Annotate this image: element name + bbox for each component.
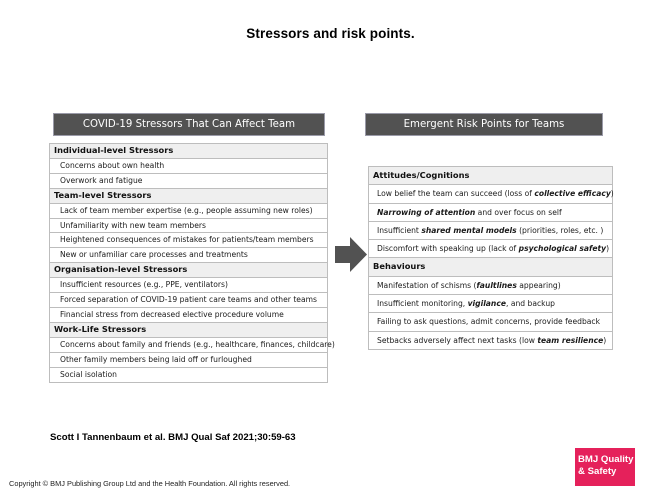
table-row bbox=[50, 307, 328, 322]
risk-text: appearing) bbox=[516, 280, 561, 290]
table-row bbox=[50, 248, 328, 263]
risk-points-table bbox=[368, 166, 613, 350]
risk-text: , and backup bbox=[506, 299, 555, 309]
risk-text: Discomfort with speaking up (lack of bbox=[377, 244, 519, 254]
risk-text: and over focus on self bbox=[475, 207, 562, 217]
slide-title: Stressors and risk points. bbox=[246, 26, 415, 41]
stressor-item: Heightened consequences of mistakes for patients/team members bbox=[50, 233, 328, 248]
risk-text: Manifestation of schisms ( bbox=[377, 280, 477, 290]
risk-item bbox=[369, 203, 613, 221]
citation: Scott I Tannenbaum et al. BMJ Qual Saf 2021;30:59-63 bbox=[50, 432, 296, 443]
right-arrow-icon bbox=[335, 237, 367, 272]
risk-text: Insufficient bbox=[377, 225, 422, 235]
table-row bbox=[369, 258, 613, 276]
table-row bbox=[369, 313, 613, 331]
table-row bbox=[50, 263, 328, 278]
risk-text: Failing to ask questions, admit concerns, provide feedback bbox=[377, 317, 601, 327]
risk-text: Low belief the team can succeed (loss of bbox=[377, 189, 535, 199]
risk-key-term: shared mental models bbox=[421, 225, 517, 235]
table-row bbox=[369, 185, 613, 203]
table-row bbox=[369, 203, 613, 221]
risk-key-term: team resilience bbox=[537, 335, 604, 345]
risk-item bbox=[369, 240, 613, 258]
table-row bbox=[50, 352, 328, 367]
arrow-shape bbox=[335, 237, 367, 272]
table-row bbox=[50, 203, 328, 218]
stressor-item: Lack of team member expertise (e.g., people assuming new roles) bbox=[50, 203, 328, 218]
table-row bbox=[50, 233, 328, 248]
logo-line-2: & Safety bbox=[578, 466, 617, 477]
table-row bbox=[50, 322, 328, 337]
table-row bbox=[369, 240, 613, 258]
table-row bbox=[369, 167, 613, 185]
table-row bbox=[50, 278, 328, 293]
category-attitudes: Attitudes/Cognitions bbox=[369, 167, 613, 185]
risk-text: Insufficient monitoring, bbox=[377, 299, 468, 309]
category-work-life: Work-Life Stressors bbox=[50, 322, 328, 337]
table-row bbox=[50, 144, 328, 159]
copyright-notice: Copyright © BMJ Publishing Group Ltd and the Health Foundation. All rights reserved. bbox=[9, 479, 291, 488]
table-row bbox=[50, 158, 328, 173]
stressor-item: Insufficient resources (e.g., PPE, ventilators) bbox=[50, 278, 328, 293]
table-row bbox=[50, 188, 328, 203]
table-row bbox=[50, 337, 328, 352]
risk-key-term: Narrowing of attention bbox=[377, 207, 476, 217]
table-row bbox=[50, 173, 328, 188]
stressor-item: Unfamiliarity with new team members bbox=[50, 218, 328, 233]
table-row bbox=[50, 293, 328, 308]
risk-text: Setbacks adversely affect next tasks (low bbox=[377, 335, 538, 345]
risk-key-term: faultlines bbox=[476, 280, 517, 290]
table-row bbox=[50, 218, 328, 233]
risk-text: ) bbox=[606, 244, 610, 254]
risk-text: ) bbox=[610, 189, 614, 199]
stressor-item: Concerns about own health bbox=[50, 158, 328, 173]
table-row bbox=[369, 221, 613, 239]
category-organisation: Organisation-level Stressors bbox=[50, 263, 328, 278]
stressor-item: Other family members being laid off or furloughed bbox=[50, 352, 328, 367]
table-row bbox=[369, 295, 613, 313]
stressor-item: Concerns about family and friends (e.g., healthcare, finances, childcare) bbox=[50, 337, 328, 352]
risk-item bbox=[369, 185, 613, 203]
risk-item bbox=[369, 313, 613, 331]
risk-key-term: psychological safety bbox=[518, 244, 607, 254]
risk-points-header: Emergent Risk Points for Teams bbox=[366, 114, 602, 135]
risk-item bbox=[369, 221, 613, 239]
category-individual: Individual-level Stressors bbox=[50, 144, 328, 159]
table-row bbox=[369, 331, 613, 349]
risk-text: ) bbox=[603, 335, 607, 345]
risk-item bbox=[369, 331, 613, 349]
risk-key-term: vigilance bbox=[467, 299, 506, 309]
table-row bbox=[50, 367, 328, 382]
stressors-table bbox=[49, 143, 335, 383]
stressor-item: Forced separation of COVID-19 patient care teams and other teams bbox=[50, 293, 328, 308]
risk-key-term: collective efficacy bbox=[534, 189, 611, 199]
risk-text: (priorities, roles, etc. ) bbox=[516, 225, 604, 235]
category-behaviours: Behaviours bbox=[369, 258, 613, 276]
risk-item bbox=[369, 276, 613, 294]
category-team: Team-level Stressors bbox=[50, 188, 328, 203]
stressor-item: Overwork and fatigue bbox=[50, 173, 328, 188]
bmj-quality-safety-logo bbox=[575, 448, 635, 486]
stressor-item: Financial stress from decreased elective procedure volume bbox=[50, 307, 328, 322]
logo-line-1: BMJ Quality bbox=[578, 454, 634, 465]
table-row bbox=[369, 276, 613, 294]
stressor-item: Social isolation bbox=[50, 367, 328, 382]
risk-item bbox=[369, 295, 613, 313]
stressors-header: COVID-19 Stressors That Can Affect Team bbox=[54, 114, 324, 135]
stressor-item: New or unfamiliar care processes and treatments bbox=[50, 248, 328, 263]
